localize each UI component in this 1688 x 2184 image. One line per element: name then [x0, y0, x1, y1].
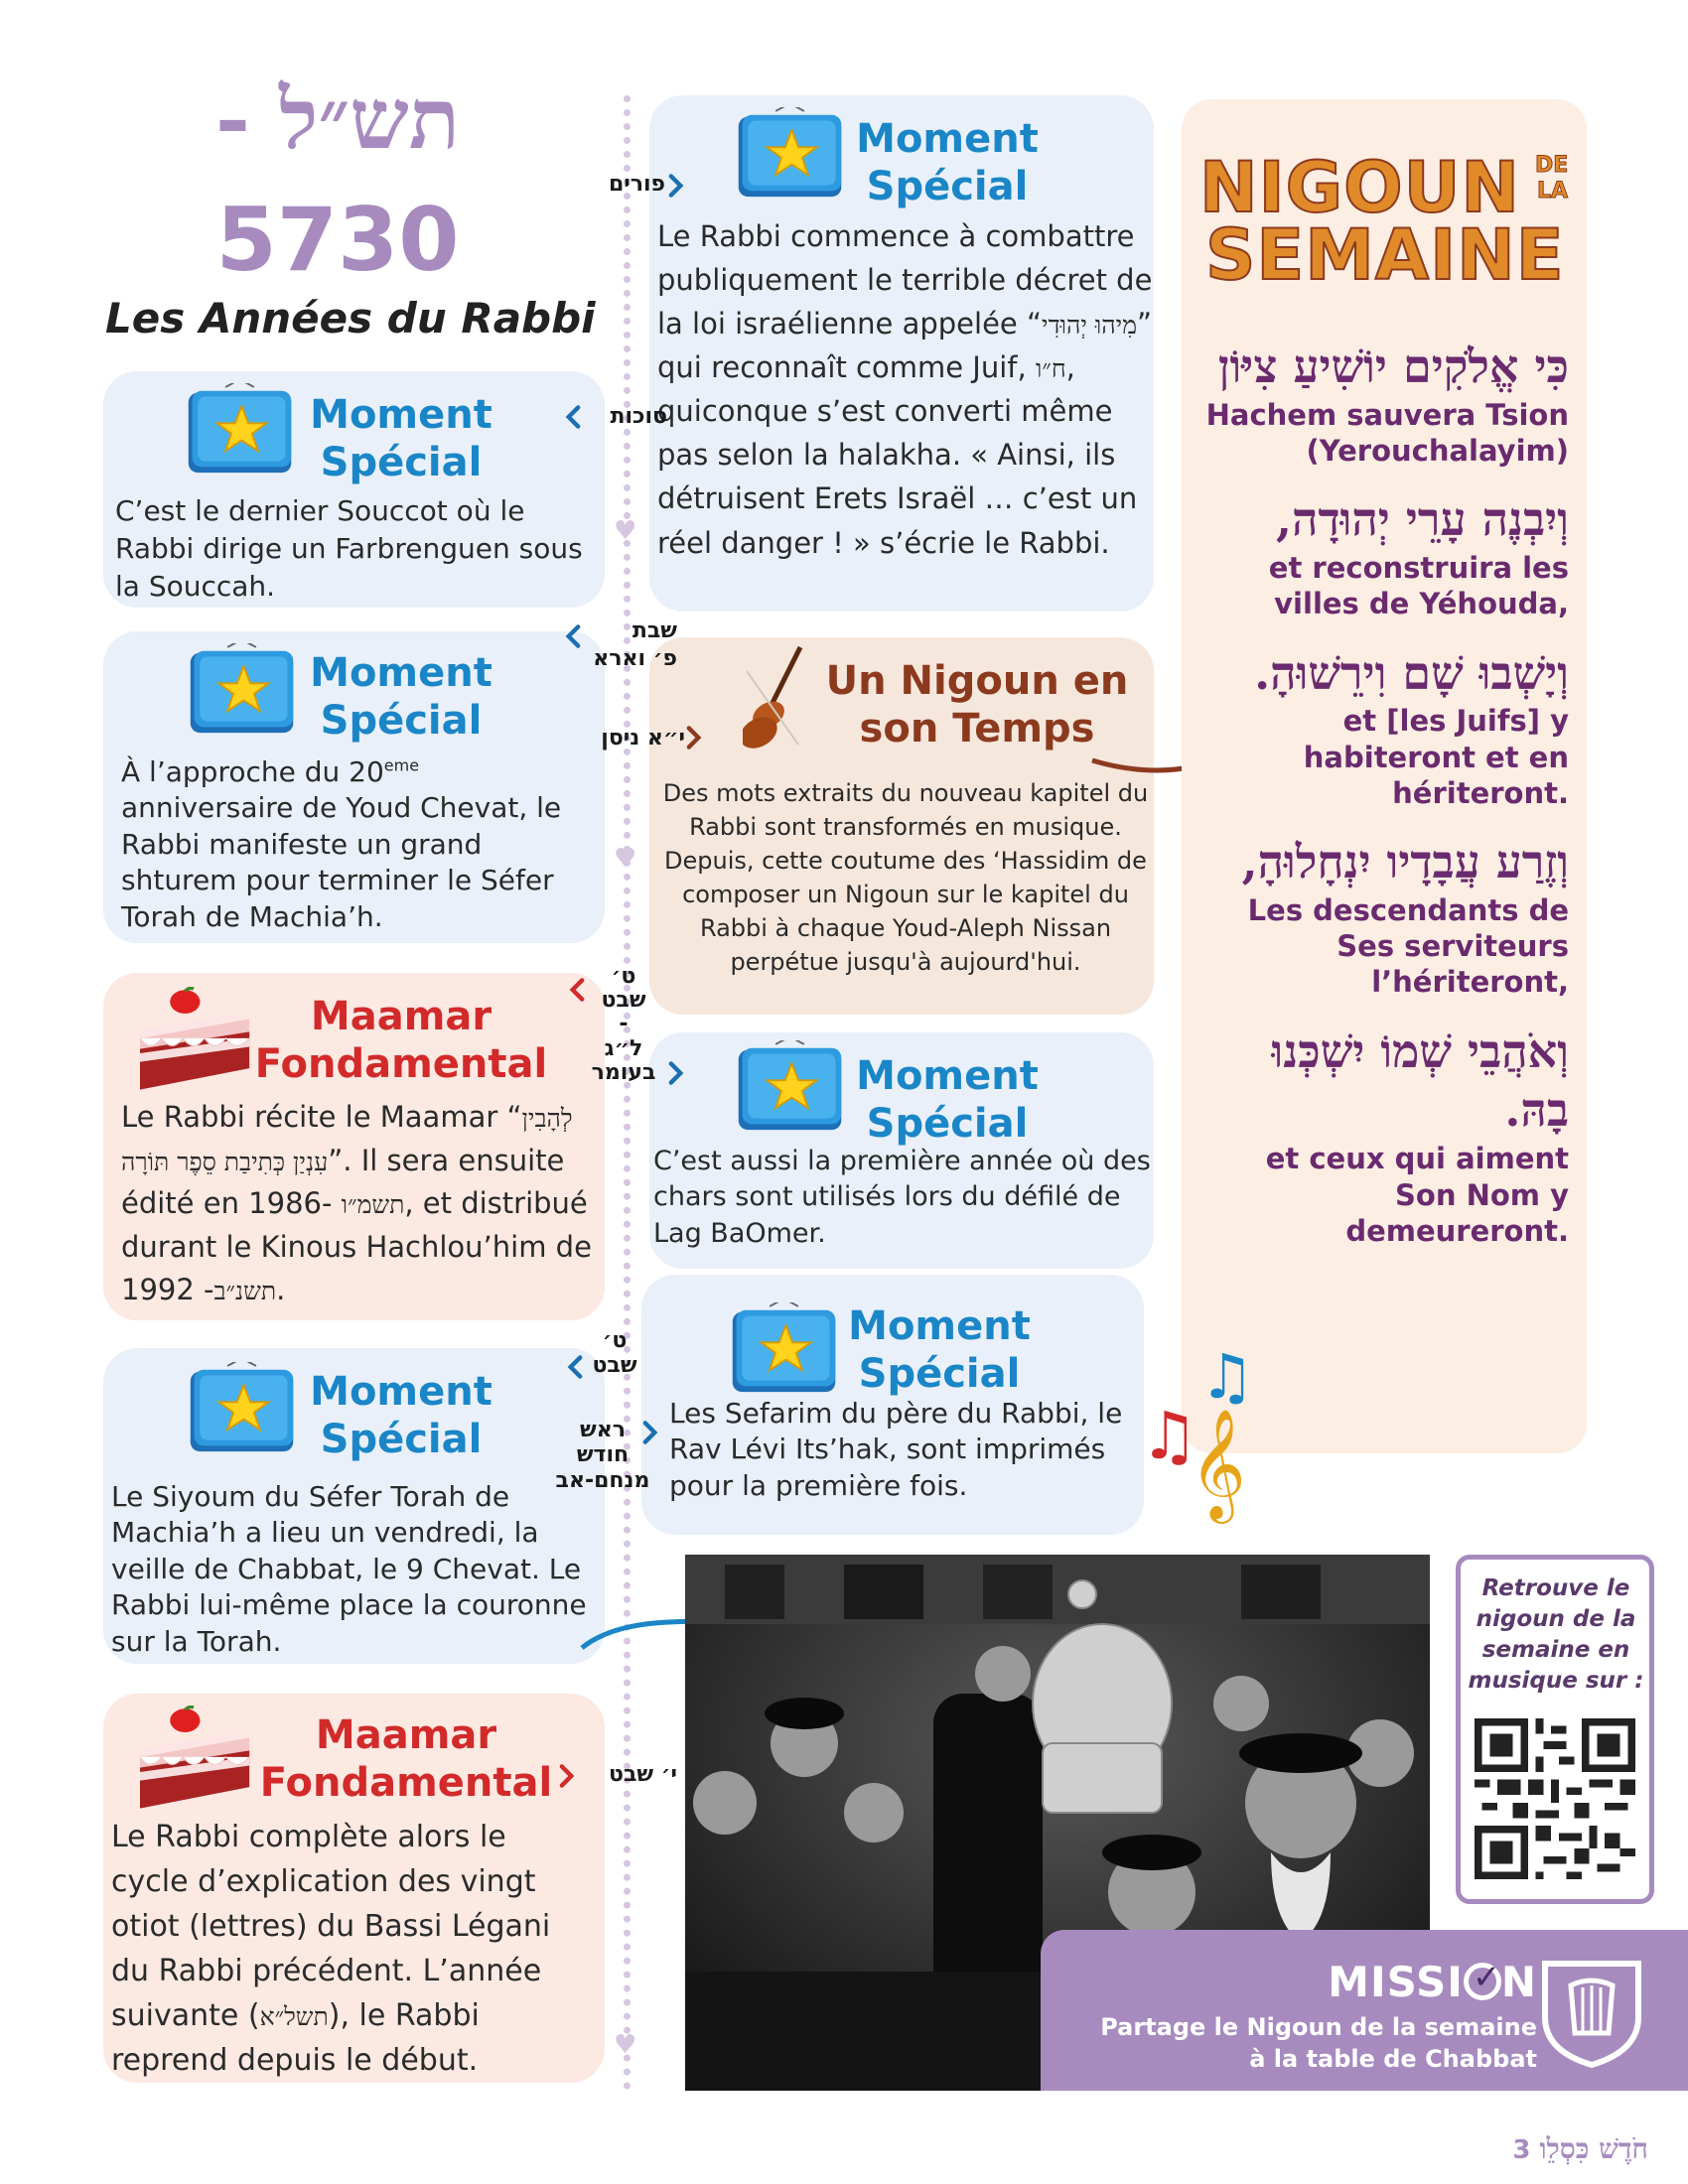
lyric-french-3: et [les Juifs] y habiteront et en hériteront. — [1303, 704, 1569, 810]
moment-card-siyoum — [103, 1348, 605, 1664]
qr-box — [1456, 1555, 1654, 1904]
moment-card-mihou-yehoudi — [649, 95, 1154, 612]
card-text-b: anniversaire de Youd Chevat, le Rabbi manifeste un grand shturem pour terminer le Séfer Torah de Machia’h. — [121, 791, 562, 933]
nigoun-title — [1199, 147, 1577, 306]
card-text-hebrew: תשל״א — [259, 2002, 329, 2031]
moment-card-youd-chevat — [103, 631, 605, 943]
footer — [1430, 2132, 1648, 2166]
card-text-a: Le Rabbi récite le Maamar “ — [121, 1100, 522, 1134]
cake-icon — [129, 1706, 258, 1813]
timeline-label-tet-shevat-lag-baomer: ט׳ שבט - ל״ג בעומר — [591, 964, 656, 1085]
maamar-card-1 — [103, 973, 605, 1320]
card-title-line2: Fondamental — [254, 1041, 548, 1087]
nigoun-title-1: NIGOUN — [1199, 147, 1521, 228]
chevron-right-icon — [685, 725, 703, 751]
star-board-icon — [733, 1040, 847, 1136]
card-title-line1: Moment — [856, 116, 1039, 162]
timeline-vaera-line1: שבת — [632, 618, 677, 643]
card-text-d: . — [276, 1273, 286, 1306]
card-text-a: À l’approche du 20 — [121, 755, 384, 788]
card-text-hebrew: לְהָבִין עִנְיַן כְּתִיבַת סֵפֶר תּוֹרָה — [121, 1104, 573, 1176]
mission-title: MISSI ✓ N — [1328, 1958, 1537, 2006]
card-title-line2: Spécial — [320, 698, 483, 744]
chevron-right-icon — [667, 173, 685, 199]
card-text-b: ”. Il sera ensuite édité en 1986- — [121, 1143, 565, 1220]
timeline-heart-icon: ♥ — [614, 844, 637, 874]
timeline-label-rosh-chodesh: ראש חודש מנחם-אב — [555, 1418, 650, 1493]
card-title-line1: Maamar — [315, 1712, 497, 1758]
star-board-icon — [185, 643, 299, 739]
lyric-hebrew-3: וְיָשְׁבוּ שָׁם וִירֵשׁוּהָ. — [1254, 645, 1569, 700]
card-text — [657, 214, 1154, 565]
card-text: C’est le dernier Souccot où le Rabbi dirige un Farbrenguen sous la Souccah. — [115, 494, 583, 603]
moment-card-souccot — [103, 371, 605, 608]
card-text-c: , quiconque s’est converti même pas selon la halakha. « Ainsi, ils détruisent Erets Israël … c’est un réel danger ! » s’écrie le Rabbi. — [657, 350, 1138, 560]
card-text-b: ), le Rabbi reprend depuis le début. — [111, 1998, 480, 2078]
nigoun-title-2: SEMAINE — [1205, 214, 1565, 296]
chevron-right-icon — [558, 1763, 576, 1789]
card-title-line1: Moment — [856, 1053, 1039, 1099]
card-text: C’est aussi la première année où des chars sont utilisés lors du défilé de Lag BaOmer. — [653, 1146, 1151, 1249]
nigoun-temps-card — [649, 637, 1154, 1015]
mission-check-icon: ✓ — [1464, 1963, 1501, 2000]
star-board-icon — [727, 1302, 841, 1398]
timeline-label-vaera — [566, 617, 677, 672]
card-text-a: Le Rabbi complète alors le cycle d’explication des vingt otiot (lettres) du Bassi Légani du Rabbi précédent. L’année suivante ( — [111, 1820, 551, 2033]
card-title-line1: Moment — [848, 1303, 1031, 1349]
harp-shield-icon — [1537, 1956, 1646, 2069]
nigoun-title-la: LA — [1537, 179, 1569, 204]
card-title-line2: Spécial — [320, 1417, 483, 1462]
lyric-hebrew-4: וְזֶרַע עֲבָדָיו יִנְחָלוּהָ, — [1241, 835, 1569, 889]
moment-card-sefarim — [641, 1275, 1144, 1535]
chevron-left-icon — [564, 623, 582, 649]
card-title-line2: Spécial — [858, 1351, 1021, 1397]
card-title-line1: Moment — [310, 1369, 492, 1415]
card-text-hebrew-2: ח״ו — [1035, 354, 1066, 384]
card-text — [121, 1096, 608, 1312]
card-text — [121, 754, 598, 935]
timeline-label-tet-shevat: ט׳ שבט — [592, 1328, 637, 1379]
subtitle: Les Années du Rabbi — [105, 294, 596, 342]
timeline-heart-icon: ♥ — [614, 2030, 637, 2060]
card-title-line2: Spécial — [866, 164, 1029, 209]
card-text-hebrew-2: תשמ״ו — [341, 1190, 405, 1219]
card-title-line1: Maamar — [310, 994, 492, 1039]
mission-subtitle: Partage le Nigoun de la semaine à la table de Chabbat — [1100, 2013, 1537, 2074]
footer-month: חֹדֶשׁ כִּסְלֵו — [1539, 2132, 1648, 2165]
mission-banner — [1041, 1930, 1688, 2091]
star-board-icon — [185, 1362, 299, 1457]
lyric-hebrew-2: וְיִבְנֶה עָרֵי יְהוּדָה, — [1275, 492, 1569, 547]
chevron-left-icon — [564, 404, 582, 430]
chevron-right-icon — [667, 1060, 685, 1086]
card-title-line1: Moment — [310, 392, 492, 438]
card-text-c: , et distribué durant le Kinous Hachlou’him de 1992 - — [121, 1186, 592, 1306]
card-title-line1: Un Nigoun en — [825, 658, 1129, 704]
timeline-label-yud-shevat: י׳ שבט — [609, 1762, 677, 1787]
nigoun-lyrics — [1201, 338, 1569, 1249]
star-board-icon — [733, 107, 847, 203]
card-text-hebrew: מִיהוּ יְהוּדִי — [1042, 311, 1138, 341]
card-text — [111, 1815, 578, 2083]
card-text: Le Siyoum du Séfer Torah de Machia’h a lieu un vendredi, la veille de Chabbat, le 9 Chevat. Le Rabbi lui-même place la couronne sur la Torah. — [111, 1480, 587, 1658]
timeline-vaera-line2: פ׳ וארא — [593, 645, 677, 671]
lyric-french-5: et ceux qui aiment Son Nom y demeureront. — [1265, 1142, 1569, 1248]
moment-card-lag-baomer — [649, 1032, 1154, 1269]
card-text-a: Le Rabbi commence à combattre publiquement le terrible décret de la loi israélienne appelée “ — [657, 219, 1153, 341]
card-title-line2: Spécial — [866, 1101, 1029, 1147]
cake-icon — [129, 987, 258, 1094]
timeline-label-purim: פורים — [608, 172, 665, 197]
lyric-hebrew-1: כִּי אֱלֹקִים יוֹשִׁיעַ צִיּוֹן — [1217, 340, 1569, 393]
year-number: 5730 — [215, 189, 460, 291]
chevron-right-icon — [641, 1420, 659, 1445]
qr-code[interactable] — [1475, 1718, 1635, 1879]
year-hebrew: תש״ל - — [214, 69, 460, 168]
card-text-hebrew-3: תשנ״ב — [213, 1277, 277, 1305]
chevron-left-icon — [568, 977, 586, 1003]
timeline-label-yud-aleph-nissan: י״א ניסן — [601, 726, 685, 751]
card-title-line2: son Temps — [859, 706, 1095, 751]
card-title-line2: Fondamental — [259, 1760, 553, 1806]
qr-text: Retrouve le nigoun de la semaine en musique sur : — [1468, 1575, 1644, 1695]
timeline-label-sukkot: סוכות — [610, 404, 667, 429]
timeline-line — [624, 95, 631, 2091]
timeline-heart-icon: ♥ — [614, 516, 637, 546]
nigoun-title-de: DE — [1535, 153, 1569, 178]
maamar-card-2 — [103, 1694, 605, 2083]
card-title-line2: Spécial — [320, 440, 483, 485]
card-text-sup: eme — [383, 755, 420, 775]
lyric-french-1: Hachem sauvera Tsion (Yerouchalayim) — [1205, 397, 1569, 469]
card-title-line1: Moment — [310, 650, 492, 696]
lyric-french-2: et reconstruira les villes de Yéhouda, — [1268, 551, 1569, 621]
card-text: Les Sefarim du père du Rabbi, le Rav Lévi Its’hak, sont imprimés pour la première fois. — [669, 1397, 1123, 1502]
chevron-left-icon — [566, 1354, 584, 1380]
star-board-icon — [183, 383, 297, 478]
violin-icon — [743, 641, 812, 751]
lyric-french-4: Les descendants de Ses serviteurs l’hériteront, — [1247, 892, 1569, 1000]
card-text: Des mots extraits du nouveau kapitel du Rabbi sont transformés en musique. Depuis, cette coutume des ‘Hassidim de composer un Nigoun sur le kapitel du Rabbi à chaque Youd-Aleph Nissan perpétue jusqu'à aujourd'hui. — [662, 779, 1149, 977]
footer-page-number: 3 — [1512, 2135, 1531, 2165]
music-notes-icon: ♫ ♫ 𝄞 — [1140, 1340, 1255, 1519]
card-text-b: ” qui reconnaît comme Juif, — [657, 307, 1153, 385]
lyric-hebrew-5: וְאֹהֲבֵי שְׁמוֹ יִשְׁכְּנוּ בָהּ. — [1271, 1024, 1569, 1138]
